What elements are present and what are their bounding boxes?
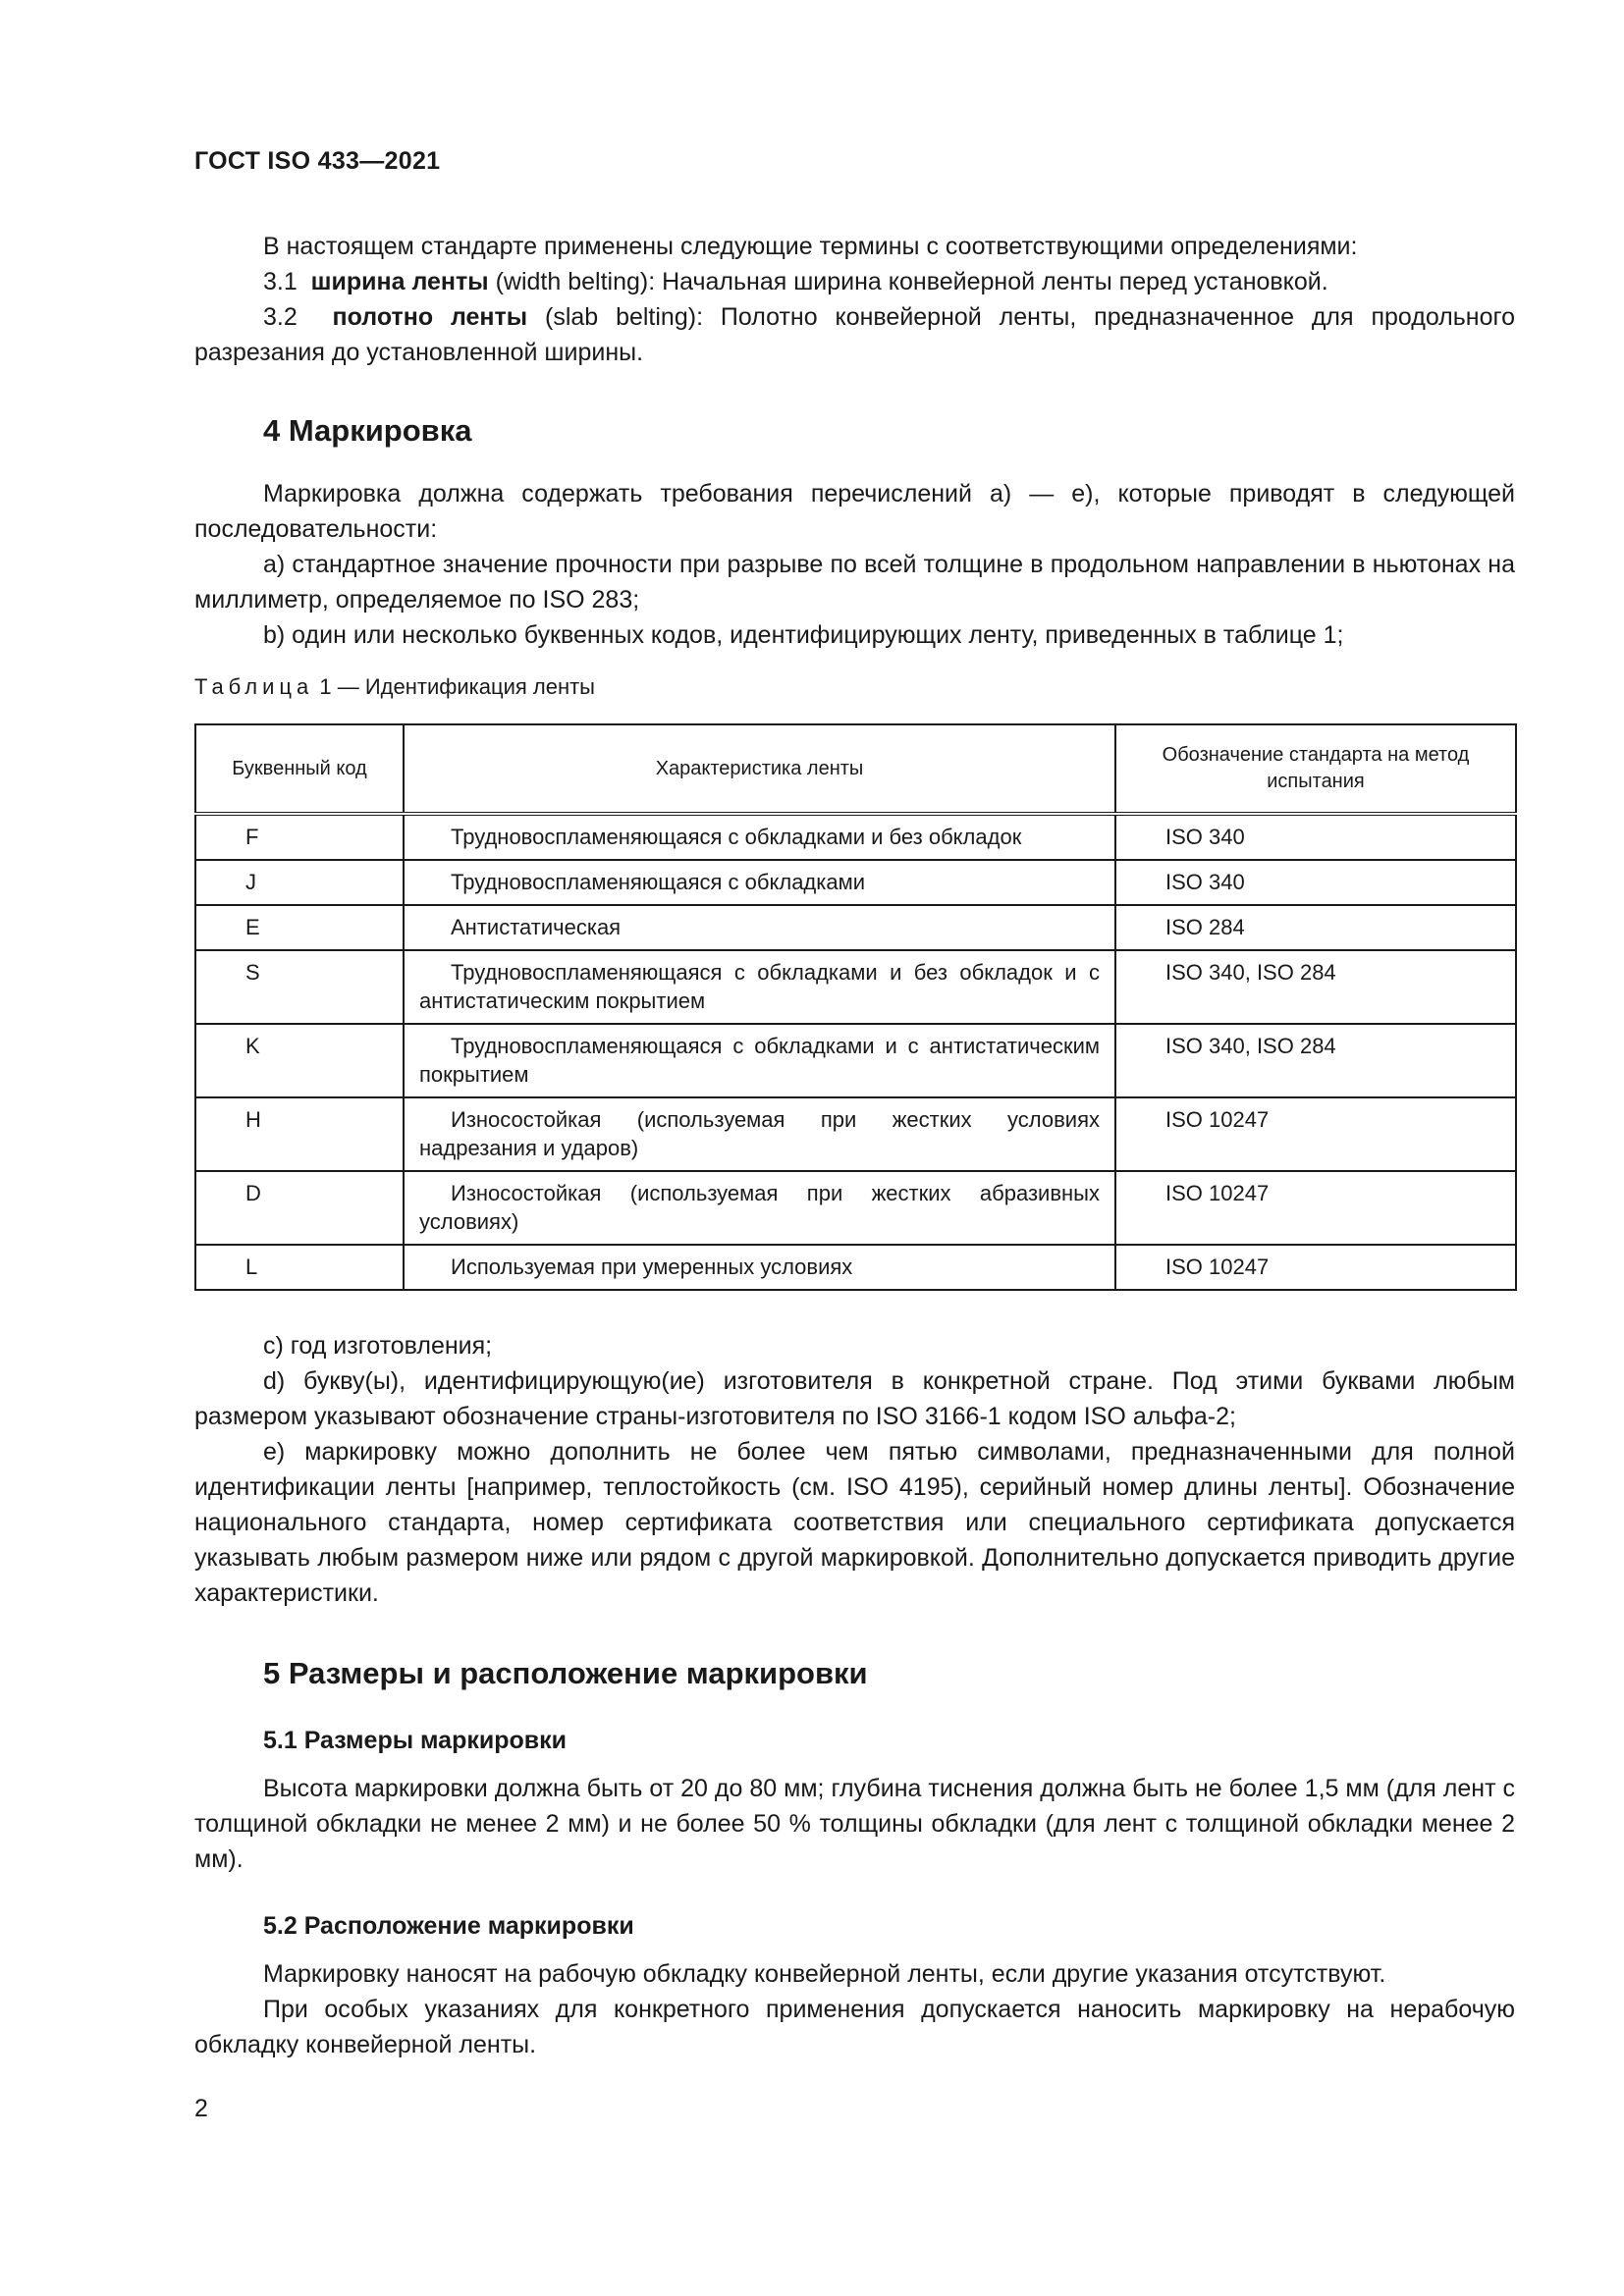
cell-standard: ISO 340 (1115, 860, 1516, 905)
table-row (195, 1097, 1516, 1171)
list-continuation (194, 1328, 1515, 1611)
table-caption-word: Таблица (194, 674, 314, 699)
cell-code: D (195, 1171, 404, 1245)
term-3-1-definition: (width belting): Начальная ширина конвейерной ленты перед установкой. (488, 268, 1328, 295)
cell-standard: ISO 340 (1115, 814, 1516, 860)
cell-characteristic: Трудновоспламеняющаяся с обкладками (451, 870, 866, 894)
table-row (195, 950, 1516, 1024)
cell-characteristic: Износостойкая (используемая при жестких условиях надрезания и ударов) (419, 1107, 1100, 1160)
document-id-header: ГОСТ ISO 433—2021 (194, 147, 441, 175)
term-3-2-definition: (slab belting): Полотно конвейерной ленты, предназначенное для продольного разрезания до установленной ширины. (194, 303, 1515, 366)
page-number: 2 (194, 2095, 208, 2122)
list-item-e: e) маркировку можно дополнить не более чем пятью символами, предназначенными для полной идентификации ленты [например, теплостойкость (см. ISO 4195), серийный номер длины ленты]. Обозначение национального стандарта, номер сертификата соответствия или специального сертификата допускается указывать любым размером ниже или рядом с другой маркировкой. Дополнительно допускается приводить другие характеристики. (194, 1438, 1515, 1607)
cell-code: L (195, 1245, 404, 1290)
table-row (195, 905, 1516, 950)
cell-standard: ISO 284 (1115, 905, 1516, 950)
cell-standard: ISO 10247 (1115, 1245, 1516, 1290)
cell-characteristic: Используемая при умеренных условиях (451, 1255, 853, 1279)
header-letter-code: Буквенный код (195, 724, 404, 814)
cell-code: S (195, 950, 404, 1024)
table-caption (194, 674, 1515, 700)
list-item-d: d) букву(ы), идентифицирующую(ие) изготовителя в конкретной стране. Под этими буквами любым размером указывают обозначение страны-изготовителя по ISO 3166-1 кодом ISO альфа-2; (194, 1367, 1515, 1430)
term-3-2 (194, 299, 1515, 370)
table-row (195, 814, 1516, 860)
header-belt-characteristic: Характеристика ленты (404, 724, 1115, 814)
table-row (195, 1171, 1516, 1245)
cell-code: H (195, 1097, 404, 1171)
header-test-method-standard: Обозначение стандарта на метод испытания (1115, 724, 1516, 814)
cell-code: E (195, 905, 404, 950)
cell-code: F (195, 814, 404, 860)
terms-intro: В настоящем стандарте применены следующие термины с соответствующими определениями: (263, 233, 1358, 260)
term-3-1 (194, 264, 1515, 299)
document-page (194, 147, 1515, 2062)
subsection-5-2-paragraph-2: При особых указаниях для конкретного применения допускается наносить маркировку на нерабочую обкладку конвейерной ленты. (194, 1996, 1515, 2058)
belt-identification-table (194, 723, 1517, 1291)
table-row (195, 860, 1516, 905)
term-3-1-term: ширина ленты (310, 268, 489, 295)
section-5-title: 5 Размеры и расположение маркировки (263, 1656, 868, 1690)
section-4-intro: Маркировка должна содержать требования перечислений а) — е), которые приводят в следующей последовательности: (194, 480, 1515, 543)
table-header-row (195, 724, 1516, 814)
section-4-title: 4 Маркировка (263, 413, 472, 448)
cell-code: K (195, 1024, 404, 1097)
table-caption-text: 1 — Идентификация ленты (313, 674, 595, 699)
subsection-5-1-text: Высота маркировки должна быть от 20 до 80 мм; глубина тиснения должна быть не более 1,5 мм (для лент с толщиной обкладки не менее 2 мм) и не более 50 % толщины обкладки (для лент с толщиной обкладки менее 2 мм). (194, 1775, 1515, 1873)
list-item-c: c) год изготовления; (263, 1332, 493, 1360)
subsection-5-2-paragraph-1: Маркировку наносят на рабочую обкладку конвейерной ленты, если другие указания отсутствуют. (263, 1960, 1386, 1988)
cell-code: J (195, 860, 404, 905)
subsection-5-2-title: 5.2 Расположение маркировки (263, 1912, 634, 1940)
cell-characteristic: Трудновоспламеняющаяся с обкладками и без обкладок (451, 825, 1022, 849)
term-3-1-number: 3.1 (263, 268, 298, 295)
table-row (195, 1245, 1516, 1290)
cell-characteristic: Трудновоспламеняющаяся с обкладками и без обкладок и с антистатическим покрытием (419, 960, 1100, 1013)
subsection-5-1-title: 5.1 Размеры маркировки (263, 1727, 568, 1754)
cell-standard: ISO 10247 (1115, 1097, 1516, 1171)
list-item-a: a) стандартное значение прочности при разрыве по всей толщине в продольном направлении в ньютонах на миллиметр, определяемое по ISO 283; (194, 551, 1515, 614)
cell-characteristic: Износостойкая (используемая при жестких абразивных условиях) (419, 1181, 1100, 1234)
table-row (195, 1024, 1516, 1097)
cell-characteristic: Трудновоспламеняющаяся с обкладками и с антистатическим покрытием (419, 1034, 1100, 1087)
cell-standard: ISO 340, ISO 284 (1115, 1024, 1516, 1097)
cell-characteristic: Антистатическая (451, 915, 622, 939)
term-3-2-number: 3.2 (263, 303, 298, 331)
cell-standard: ISO 340, ISO 284 (1115, 950, 1516, 1024)
term-3-2-term: полотно ленты (332, 303, 528, 331)
cell-standard: ISO 10247 (1115, 1171, 1516, 1245)
list-item-b: b) один или несколько буквенных кодов, идентифицирующих ленту, приведенных в таблице 1; (263, 621, 1344, 649)
